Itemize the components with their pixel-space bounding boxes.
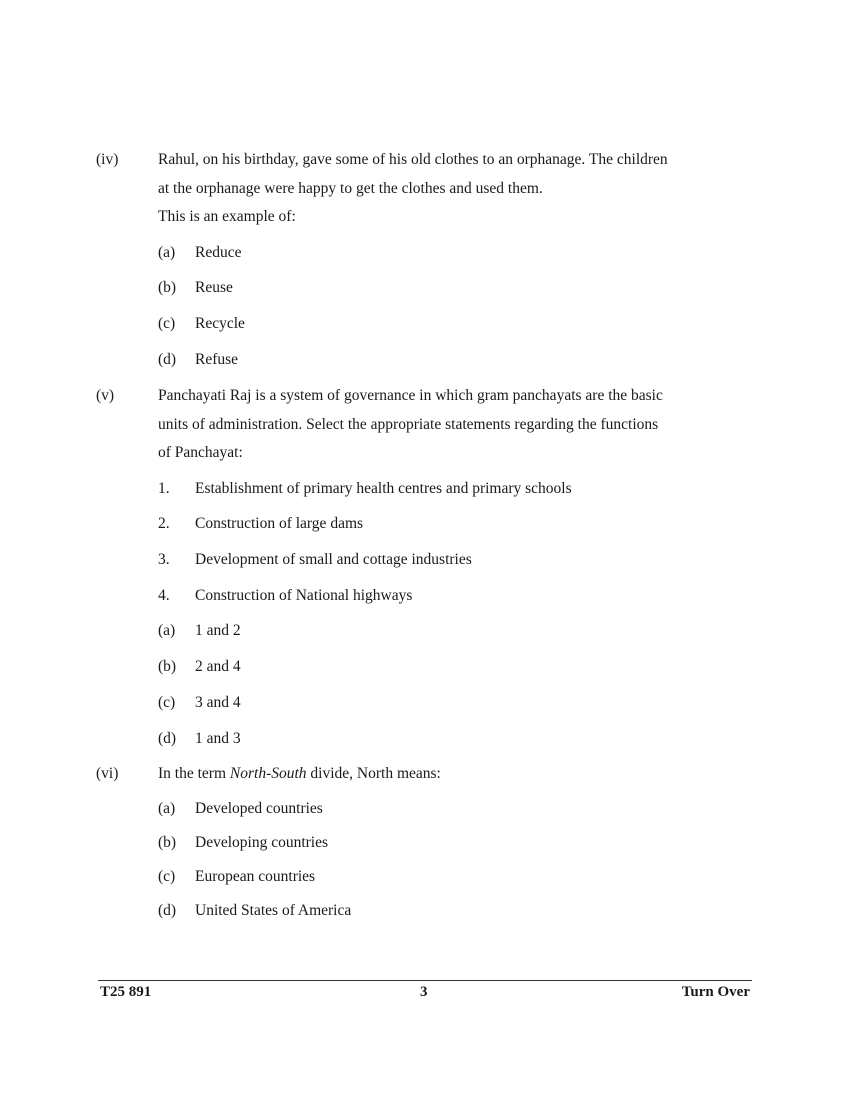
option-label: (c) [158, 315, 176, 332]
question-line: units of administration. Select the appropriate statements regarding the functions [158, 415, 659, 433]
statement-label: 3. [158, 551, 170, 568]
option-label: (d) [158, 351, 177, 368]
option-text: Refuse [195, 351, 239, 368]
question-number: (iv) [96, 151, 119, 168]
statement-text: Establishment of primary health centres and primary schools [195, 480, 572, 497]
option-text: Reduce [195, 244, 242, 261]
option-label: (d) [158, 902, 177, 919]
question-line: of Panchayat: [158, 444, 243, 461]
option-label: (d) [158, 730, 177, 747]
option-label: (a) [158, 244, 176, 261]
option-text: 1 and 3 [195, 730, 241, 747]
question-line: at the orphanage were happy to get the clothes and used them. [158, 179, 543, 197]
option-label: (b) [158, 279, 177, 296]
option-text: 3 and 4 [195, 694, 241, 711]
footer-divider [98, 980, 752, 981]
option-label: (c) [158, 694, 176, 711]
question-text [158, 382, 663, 468]
statement-text: Development of small and cottage industries [195, 551, 472, 568]
question-line: Panchayati Raj is a system of governance in which gram panchayats are the basic [158, 387, 663, 404]
option-text: Developed countries [195, 800, 323, 817]
statement-label: 4. [158, 587, 170, 604]
question-number: (v) [96, 387, 115, 404]
option-label: (a) [158, 622, 176, 639]
footer-code: T25 891 [100, 984, 152, 1000]
question-number: (vi) [96, 765, 119, 782]
question-suffix: divide, North means: [306, 765, 441, 782]
option-text: Reuse [195, 279, 233, 296]
option-text: Recycle [195, 315, 245, 332]
page-number: 3 [420, 984, 428, 1000]
option-label: (b) [158, 658, 177, 675]
option-text: United States of America [195, 902, 352, 919]
statement-text: Construction of National highways [195, 587, 413, 604]
question-text [158, 760, 441, 789]
question-text [158, 146, 668, 232]
option-text: 2 and 4 [195, 658, 241, 675]
option-text: 1 and 2 [195, 622, 241, 639]
statement-label: 1. [158, 480, 170, 497]
option-text: European countries [195, 868, 316, 885]
statement-text: Construction of large dams [195, 515, 364, 532]
turn-over-label: Turn Over [681, 984, 750, 1000]
statement-label: 2. [158, 515, 170, 532]
question-italic-term: North-South [229, 765, 307, 782]
option-label: (b) [158, 834, 177, 851]
option-label: (c) [158, 868, 176, 885]
question-prefix: In the term [158, 765, 230, 782]
option-text: Developing countries [195, 834, 329, 851]
question-line: Rahul, on his birthday, gave some of his old clothes to an orphanage. The children [158, 151, 668, 168]
option-label: (a) [158, 800, 176, 817]
question-line: This is an example of: [158, 208, 296, 225]
